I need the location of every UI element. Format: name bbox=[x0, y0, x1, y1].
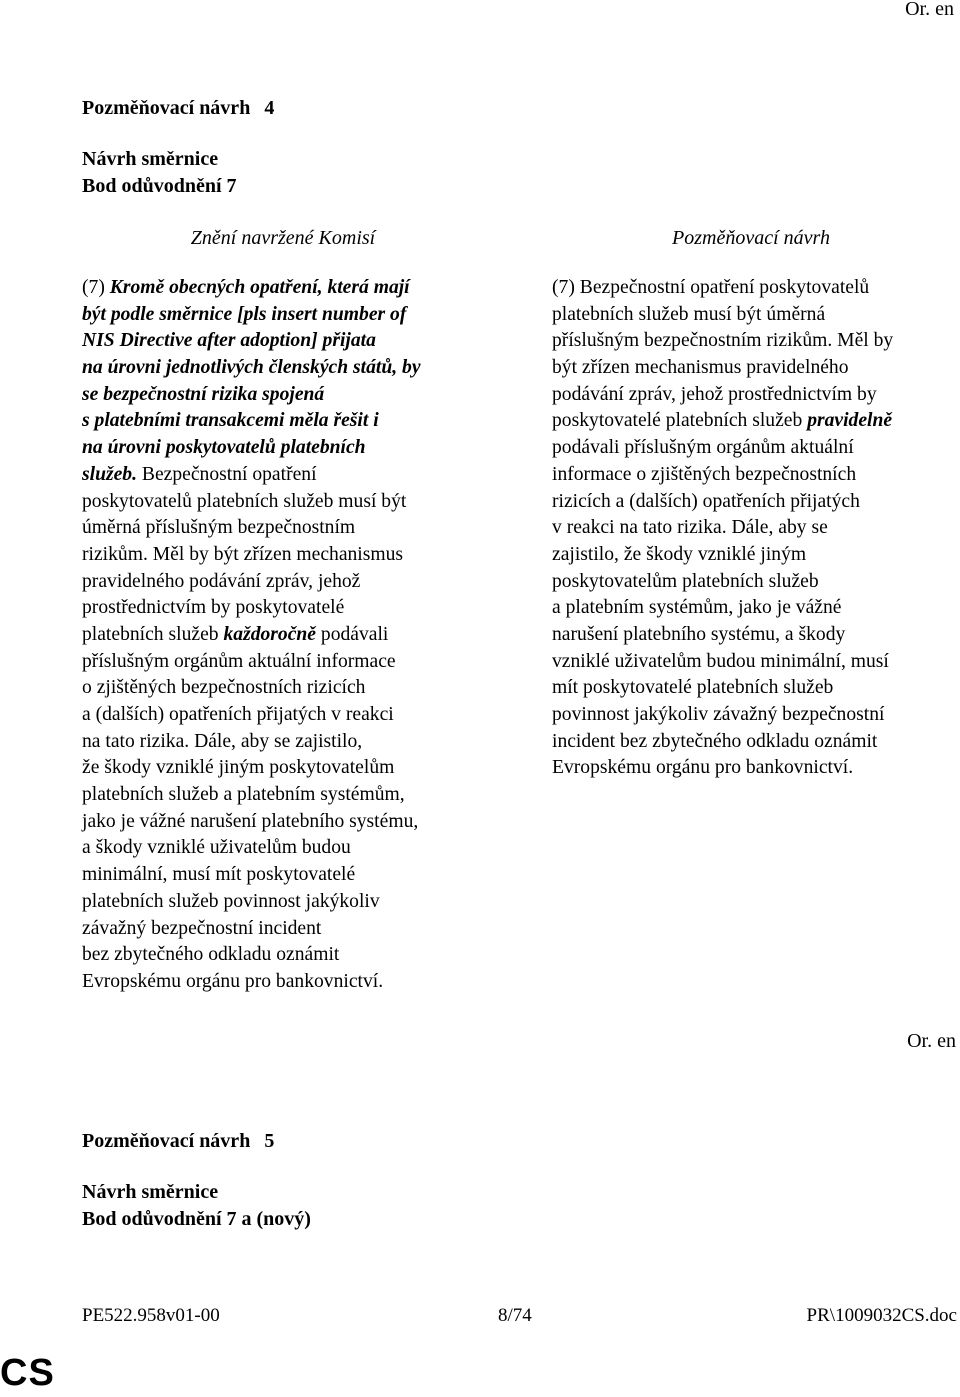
deleted-text: Kromě obecných opatření, která mají bbox=[109, 277, 410, 298]
text-line: příslušným orgánům aktuální informace bbox=[82, 650, 396, 672]
recital-label: Bod odůvodnění 7 bbox=[82, 175, 237, 197]
amendment-text bbox=[552, 275, 893, 782]
page-number: 8/74 bbox=[498, 1305, 532, 1326]
text-line: (7) Kromě obecných opatření, která mají bbox=[82, 277, 410, 298]
text-line: v reakci na tato rizika. Dále, aby se bbox=[552, 517, 828, 539]
proposal-label: Návrh směrnice bbox=[82, 1181, 219, 1203]
deleted-text: služeb. bbox=[82, 463, 137, 485]
deleted-text: být podle směrnice [pls insert number of bbox=[82, 303, 407, 325]
amendment-number: 5 bbox=[264, 1130, 275, 1152]
text-line: zajistilo, že škody vzniklé jiným bbox=[552, 543, 807, 565]
text-line: informace o zjištěných bezpečnostních bbox=[552, 463, 857, 485]
amendment-5-heading bbox=[82, 1130, 274, 1153]
document-reference: PE522.958v01-00 bbox=[82, 1305, 220, 1326]
text-line: příslušným bezpečnostním rizikům. Měl by bbox=[552, 330, 894, 352]
text-line: mít poskytovatelé platebních služeb bbox=[552, 677, 834, 699]
commission-text bbox=[82, 275, 421, 996]
recital-label: Bod odůvodnění 7 a (nový) bbox=[82, 1208, 311, 1230]
text-line: na tato rizika. Dále, aby se zajistilo, bbox=[82, 730, 363, 752]
text-line: Evropskému orgánu pro bankovnictví. bbox=[82, 970, 384, 992]
amendment-4-heading bbox=[82, 97, 274, 120]
language-mark: CS bbox=[0, 1352, 55, 1394]
text-line: a (dalších) opatřeních přijatých v reakci bbox=[82, 704, 394, 725]
text-line: platebních služeb každoročně podávali bbox=[82, 623, 389, 645]
text-line: závažný bezpečnostní incident bbox=[82, 917, 322, 939]
text-line: poskytovatelé platebních služeb pravidelně bbox=[552, 410, 893, 432]
text-line: a škody vzniklé uživatelům budou bbox=[82, 837, 351, 859]
amendment-number: 4 bbox=[264, 97, 275, 119]
commission-text-heading: Znění navržené Komisí bbox=[190, 227, 376, 249]
text-line: rizicích a (dalších) opatřeních přijatých bbox=[552, 490, 860, 512]
file-name: PR\1009032CS.doc bbox=[806, 1305, 957, 1326]
proposal-label: Návrh směrnice bbox=[82, 148, 219, 170]
amendment-title: Pozměňovací návrh bbox=[82, 97, 251, 119]
text-line: incident bez zbytečného odkladu oznámit bbox=[552, 730, 878, 752]
text-line: minimální, musí mít poskytovatelé bbox=[82, 864, 356, 886]
text-line: platebních služeb povinnost jakýkoliv bbox=[82, 890, 380, 912]
original-language-top: Or. en bbox=[905, 0, 954, 20]
text-line: být zřízen mechanismus pravidelného bbox=[552, 357, 849, 379]
text-line: rizikům. Měl by být zřízen mechanismus bbox=[82, 543, 404, 565]
deleted-text: NIS Directive after adoption] bbox=[82, 330, 318, 352]
deleted-text: se bezpečnostní rizika spojená bbox=[82, 383, 325, 405]
text-line: podávali příslušným orgánům aktuální bbox=[552, 437, 854, 459]
text-line: služeb. Bezpečnostní opatření bbox=[82, 463, 317, 485]
text-line: narušení platebního systému, a škody bbox=[552, 623, 846, 645]
text-line: úměrná příslušným bezpečnostním bbox=[82, 517, 356, 539]
text-line: o zjištěných bezpečnostních rizicích bbox=[82, 677, 366, 699]
amendment-title: Pozměňovací návrh bbox=[82, 1130, 251, 1152]
original-language: Or. en bbox=[907, 1030, 956, 1052]
text-line: že škody vzniklé jiným poskytovatelům bbox=[82, 757, 395, 779]
text-line: poskytovatelů platebních služeb musí být bbox=[82, 490, 407, 512]
text-line: a platebním systémům, jako je vážné bbox=[552, 597, 842, 619]
text-line: prostřednictvím by poskytovatelé bbox=[82, 597, 345, 619]
text-line bbox=[82, 328, 421, 355]
inserted-text: pravidelně bbox=[807, 410, 893, 432]
text-line: (7) Bezpečnostní opatření poskytovatelů bbox=[552, 277, 870, 298]
amendment-text-heading: Pozměňovací návrh bbox=[672, 227, 830, 249]
text-line: Evropskému orgánu pro bankovnictví. bbox=[552, 757, 854, 779]
text-line: podávání zpráv, jehož prostřednictvím by bbox=[552, 383, 877, 405]
deleted-text: přijata bbox=[317, 330, 376, 352]
text-line: bez zbytečného odkladu oznámit bbox=[82, 944, 340, 966]
text-line: povinnost jakýkoliv závažný bezpečnostní bbox=[552, 704, 885, 725]
text-line: poskytovatelům platebních služeb bbox=[552, 570, 819, 592]
deleted-text: s platebními transakcemi měla řešit i bbox=[82, 410, 379, 432]
text-line: vzniklé uživatelům budou minimální, musí bbox=[552, 650, 889, 672]
deleted-text: na úrovni poskytovatelů platebních bbox=[82, 437, 366, 459]
text-line: platebních služeb a platebním systémům, bbox=[82, 784, 405, 806]
deleted-text: každoročně bbox=[223, 623, 316, 645]
text-line: platebních služeb musí být úměrná bbox=[552, 303, 826, 325]
text-line: jako je vážné narušení platebního systému, bbox=[82, 810, 419, 832]
text-line: pravidelného podávání zpráv, jehož bbox=[82, 570, 361, 592]
deleted-text: na úrovni jednotlivých členských států, by bbox=[82, 357, 421, 379]
